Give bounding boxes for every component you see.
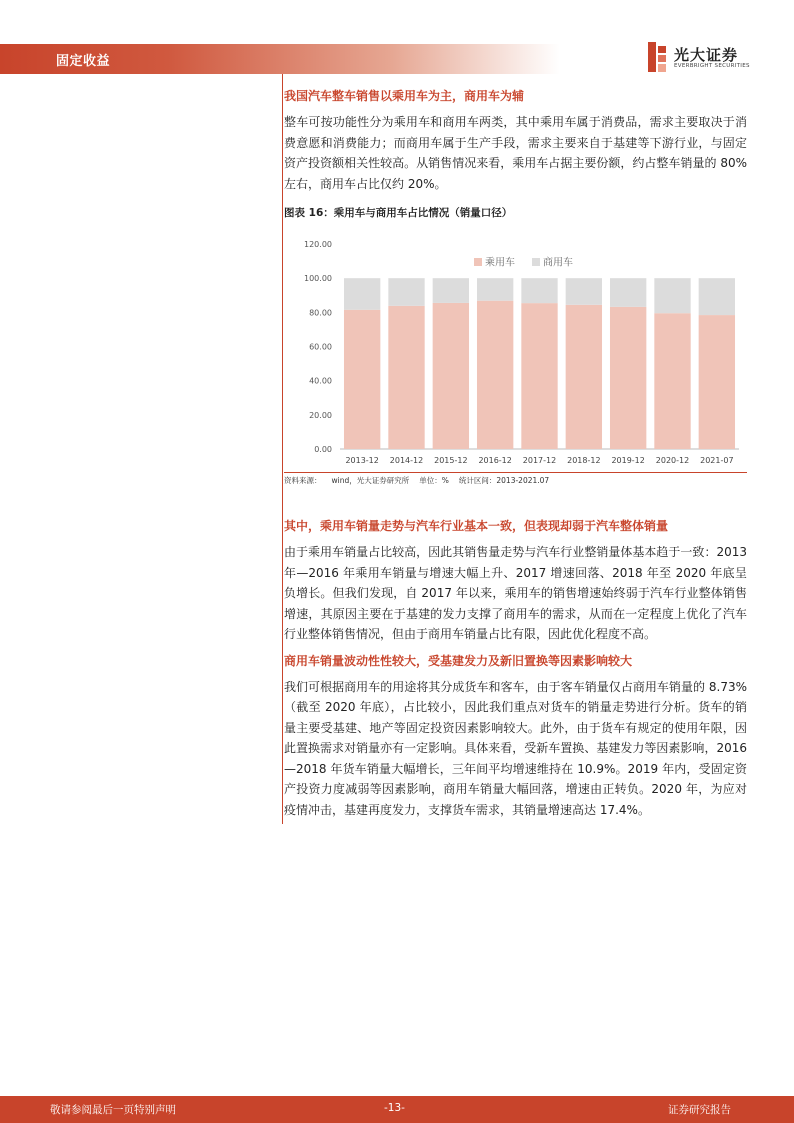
bar-commercial — [654, 278, 690, 313]
bar-commercial — [477, 278, 513, 301]
figure-title: 图表 16：乘用车与商用车占比情况（销量口径） — [284, 207, 513, 219]
bar-commercial — [521, 278, 557, 303]
bar-commercial — [610, 278, 646, 307]
x-tick-label: 2015-12 — [434, 456, 468, 465]
legend-label: 商用车 — [543, 257, 573, 269]
section-paragraph-3: 我们可根据商用车的用途将其分成货车和客车，由于客车销量仅占商用车销量的 8.73%（截至 2020 年底），占比较小，因此我们重点对货车的销量走势进行分析。货车的销量主要受基建、地产等固定投资因素影响较大。此外，由于货车有规定的使用年限，因此置换需求对销量亦有一定影响。具体来看，受新车置换、基建发力等因素影响，2016—2018 年货车销量大幅增长，三年间平均增速维持在 10.9%。2019 年内，受固定资产投资力度减弱等因素影响，商用车销量大幅回落，增速由正转负。2020 年，为应对疫情冲击，基建再度发力，支撑货车需求，其销量增速高达 17.4%。 — [284, 679, 747, 817]
bar-passenger — [699, 315, 735, 449]
x-tick-label: 2017-12 — [522, 456, 557, 465]
x-tick-label: 2019-12 — [611, 456, 645, 465]
x-tick-label: 2014-12 — [389, 456, 424, 465]
footer-disclaimer: 敬请参阅最后一页特别声明 — [50, 1104, 176, 1116]
logo-text-cn: 光大证券 — [674, 46, 739, 64]
main-content — [284, 88, 747, 820]
x-tick-label: 2018-12 — [567, 456, 601, 465]
y-tick-label: 20.00 — [309, 410, 332, 420]
stacked-bar-chart — [284, 224, 747, 472]
section-heading-3: 商用车销量波动性性较大，受基建发力及新旧置换等因素影响较大 — [284, 653, 633, 668]
section-heading-1: 我国汽车整车销售以乘用车为主，商用车为辅 — [284, 89, 525, 103]
x-tick-label: 2013-12 — [345, 456, 379, 465]
bar-passenger — [610, 307, 646, 449]
bar-commercial — [344, 278, 380, 310]
bar-passenger — [654, 313, 690, 449]
bar-passenger — [521, 303, 557, 449]
logo-mark-icon — [646, 42, 668, 72]
bar-commercial — [433, 278, 469, 303]
section-label: 固定收益 — [56, 54, 111, 69]
section-paragraph-1: 整车可按功能性分为乘用车和商用车两类，其中乘用车属于消费品，需求主要取决于消费意愿和消费能力；而商用车属于生产手段，需求主要来自于基建等下游行业，与固定资产投资额相关性较高。从销售情况来看，乘用车占据主要份额，约占整车销量的 80%左右，商用车占比仅约 20%。 — [284, 115, 747, 191]
source-value: wind，光大证券研究所 — [331, 476, 410, 485]
brand-logo — [646, 42, 756, 76]
bar-passenger — [388, 306, 424, 449]
bar-passenger — [566, 305, 602, 449]
legend-swatch — [532, 258, 540, 266]
y-tick-label: 40.00 — [309, 376, 332, 386]
page-number: -13- — [384, 1102, 405, 1114]
bar-passenger — [344, 310, 380, 449]
x-tick-label: 2021-07 — [700, 456, 734, 465]
source-range: 统计区间：2013-2021.07 — [458, 476, 550, 485]
legend-label: 乘用车 — [485, 257, 515, 269]
bar-passenger — [433, 303, 469, 449]
chart-source — [284, 472, 747, 486]
y-tick-label: 120.00 — [304, 240, 332, 249]
y-tick-label: 60.00 — [309, 342, 332, 352]
y-tick-label: 0.00 — [314, 445, 332, 454]
x-tick-label: 2016-12 — [478, 456, 512, 465]
bar-commercial — [566, 278, 602, 305]
legend-swatch — [474, 258, 482, 266]
bar-commercial — [388, 278, 424, 306]
content-rule — [282, 74, 283, 824]
section-paragraph-2: 由于乘用车销量占比较高，因此其销售量走势与汽车行业整销量体基本趋于一致：2013 年—2016 年乘用车销量与增速大幅上升、2017 增速回落、2018 年至 2020 年底呈负增长。但我们发现，自 2017 年以来，乘用车的销售增速始终弱于汽车行业整体销售增速，其原因主要在于基建的发力支撑了商用车的需求，从而在一定程度上优化了汽车行业整体销售情况，但由于商用车销量占比有限，因此优化程度不高。 — [284, 545, 747, 641]
section-heading-2: 其中，乘用车销量走势与汽车行业基本一致，但表现却弱于汽车整体销量 — [284, 519, 669, 533]
footer-report-type: 证券研究报告 — [668, 1104, 731, 1116]
source-unit: 单位：% — [419, 476, 449, 485]
logo-text-en: EVERBRIGHT SECURITIES — [674, 63, 750, 69]
bar-commercial — [699, 278, 735, 315]
y-tick-label: 100.00 — [304, 274, 332, 284]
source-label: 资料来源： — [284, 476, 322, 485]
bar-passenger — [477, 301, 513, 449]
x-tick-label: 2020-12 — [655, 456, 690, 465]
y-tick-label: 80.00 — [309, 308, 332, 318]
chart-container — [284, 224, 747, 472]
